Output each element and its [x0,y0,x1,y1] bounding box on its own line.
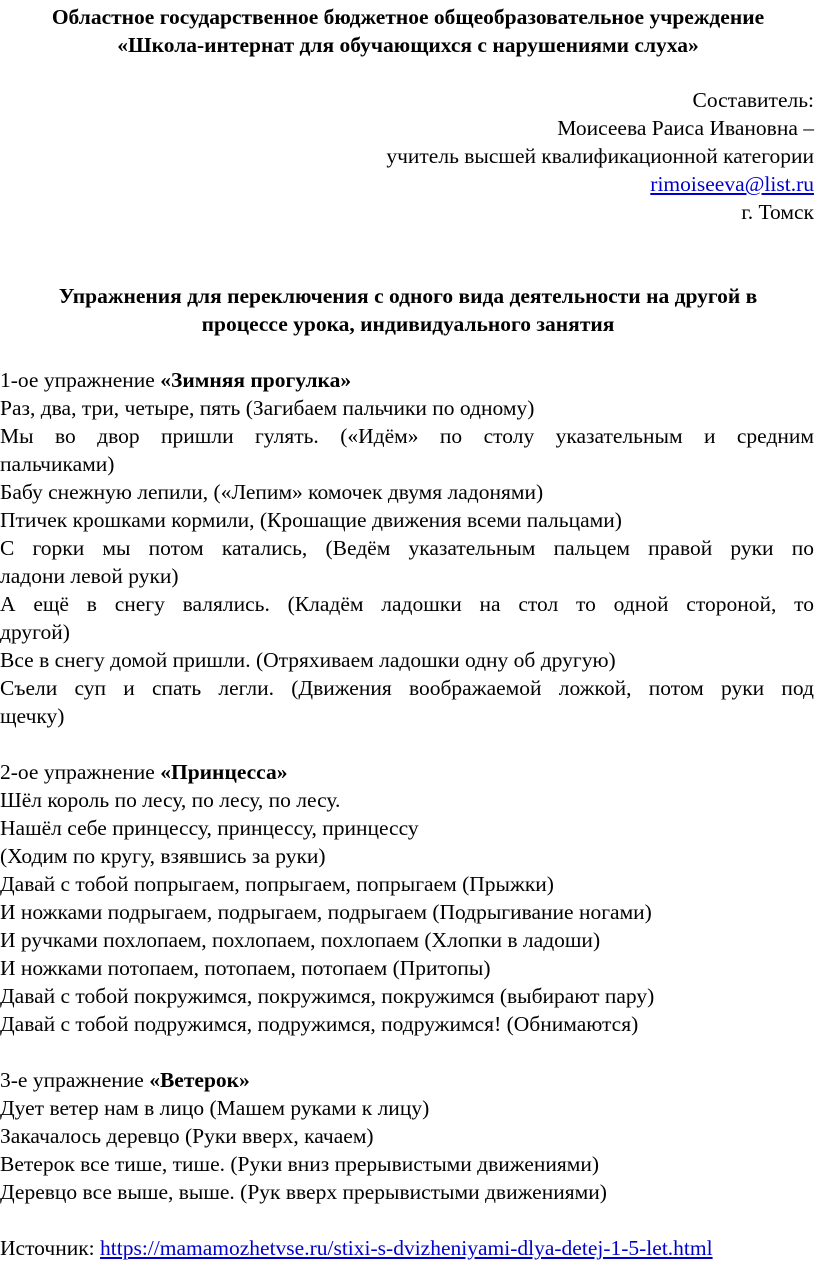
exercise-1-line: Мы во двор пришли гулять. («Идём» по столу указательным и средним [0,424,814,448]
exercise-2-line: Нашёл себе принцессу, принцессу, принцессу [0,816,419,840]
author-email-link[interactable]: rimoiseeva@list.ru [650,172,814,196]
exercise-2-line: И ножками подрыгаем, подрыгаем, подрыгаем (Подрыгивание ногами) [0,900,652,924]
author-name: Моисеева Раиса Ивановна – [557,116,814,140]
institution-name-line2: «Школа-интернат для обучающихся с нарушениями слуха» [117,33,699,57]
exercise-1-line: Бабу снежную лепили, («Лепим» комочек двумя ладонями) [0,480,544,504]
exercise-2-name: «Принцесса» [160,760,288,784]
exercise-3-line: Дует ветер нам в лицо (Машем руками к лицу) [0,1096,430,1120]
exercise-1-line: пальчиками) [0,452,115,476]
exercise-1-heading [0,367,351,395]
title-line1: Упражнения для переключения с одного вида деятельности на другой в [58,284,758,308]
exercise-1-prefix: 1-ое упражнение [0,368,161,392]
exercise-3-line: Закачалось деревцо (Руки вверх, качаем) [0,1124,374,1148]
institution-name-line1: Областное государственное бюджетное общеобразовательное учреждение [51,5,765,29]
exercise-3-prefix: 3-е упражнение [0,1068,150,1092]
exercise-2-line: И ручками похлопаем, похлопаем, похлопаем (Хлопки в ладоши) [0,928,601,952]
exercise-2-heading [0,759,287,787]
exercise-3-line: Ветерок все тише, тише. (Руки вниз прерывистыми движениями) [0,1152,600,1176]
exercise-1-line: Съели суп и спать легли. (Движения воображаемой ложкой, потом руки под [0,676,814,700]
source-line [0,1235,713,1263]
exercise-1-line: Все в снегу домой пришли. (Отряхиваем ладошки одну об другую) [0,648,616,672]
author-city: г. Томск [741,200,814,224]
exercise-2-line: И ножками потопаем, потопаем, потопаем (Притопы) [0,956,491,980]
exercise-1-line: Птичек крошками кормили, (Крошащие движения всеми пальцами) [0,508,622,532]
exercise-1-line: С горки мы потом катались, (Ведём указательным пальцем правой руки по [0,536,814,560]
exercise-3-name: «Ветерок» [149,1068,250,1092]
exercise-1-line: ладони левой руки) [0,564,179,588]
exercise-3-line: Деревцо все выше, выше. (Рук вверх прерывистыми движениями) [0,1180,607,1204]
exercise-1-name: «Зимняя прогулка» [160,368,352,392]
source-url-link[interactable]: https://mamamozhetvse.ru/stixi-s-dvizheniyami-dlya-detej-1-5-let.html [100,1236,713,1260]
author-email-line [650,171,814,199]
title-line2: процессе урока, индивидуального занятия [201,312,615,336]
exercise-2-line: Шёл король по лесу, по лесу, по лесу. [0,788,341,812]
author-position: учитель высшей квалификационной категории [386,144,814,168]
exercise-2-line: Давай с тобой подружимся, подружимся, подружимся! (Обнимаются) [0,1012,639,1036]
exercise-1-line: другой) [0,620,70,644]
exercise-1-line: А ещё в снегу валялись. (Кладём ладошки на стол то одной стороной, то [0,592,814,616]
exercise-3-heading [0,1067,250,1095]
exercise-1-line: Раз, два, три, четыре, пять (Загибаем пальчики по одному) [0,396,535,420]
source-label: Источник: [0,1236,100,1260]
author-label: Составитель: [692,88,814,112]
exercise-2-prefix: 2-ое упражнение [0,760,161,784]
exercise-2-line: Давай с тобой попрыгаем, попрыгаем, попрыгаем (Прыжки) [0,872,554,896]
exercise-1-line: щечку) [0,704,65,728]
exercise-2-line: Давай с тобой покружимся, покружимся, покружимся (выбирают пару) [0,984,655,1008]
exercise-2-line: (Ходим по кругу, взявшись за руки) [0,844,326,868]
